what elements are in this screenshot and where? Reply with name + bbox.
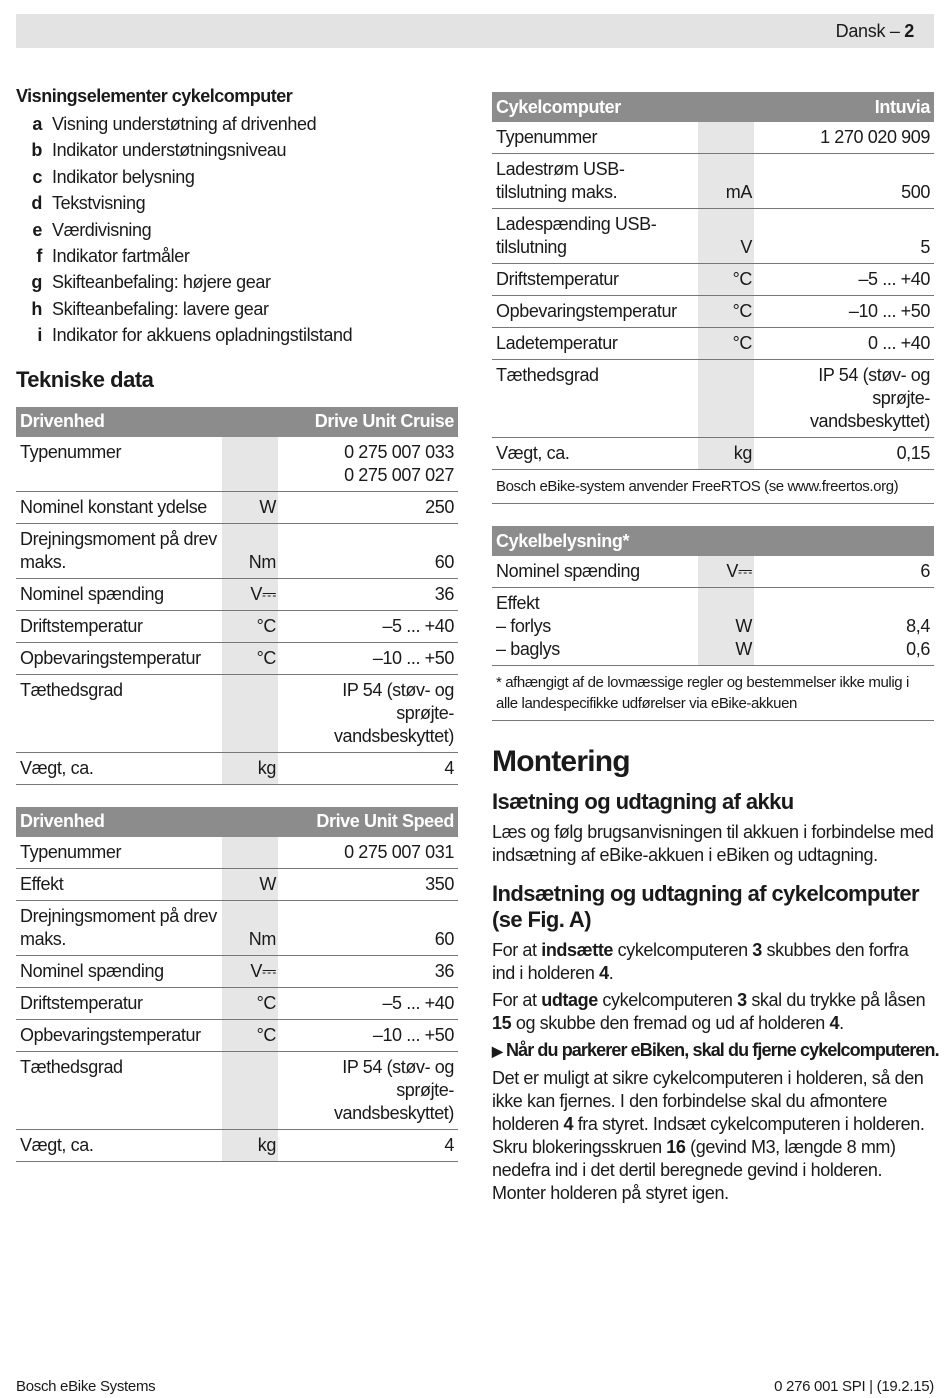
row-label: Drejningsmoment på drev maks. [16,900,222,955]
item-text: Indikator belysning [52,166,195,187]
row-label: Tæthedsgrad [492,360,698,438]
row-unit: V⎓ [222,955,278,987]
header-dash: – [885,21,905,41]
row-value: 0 ... +40 [754,328,934,360]
list-item [16,296,458,322]
row-unit: kg [222,1129,278,1161]
row-unit: V⎓ [222,578,278,610]
effekt-label: Effekt [496,593,540,613]
row-unit [698,588,754,666]
page-header-bar [16,14,934,48]
row-unit: W [222,491,278,523]
item-letter: b [31,140,42,161]
warning-text: Når du parkerer eBiken, skal du fjerne cykelcomputeren. [505,1040,939,1060]
row-unit: °C [222,610,278,642]
row-label: Nominel spænding [16,955,222,987]
item-text: Indikator for akkuens opladningstilstand [52,325,353,346]
list-item [16,164,458,190]
footer-right: 0 276 001 SPI | (19.2.15) [774,1378,934,1395]
row-unit [698,122,754,154]
row-unit: °C [222,1019,278,1051]
table-row [16,1019,458,1051]
table-note-row [492,666,934,721]
effekt-item-value: 8,4 [906,616,930,636]
list-item [16,137,458,163]
effekt-item-label: – forlys [496,616,551,636]
row-value: 1 270 020 909 [754,122,934,154]
row-label: Nominel spænding [16,578,222,610]
item-letter: c [32,166,42,187]
item-text: Visning understøtning af drivenhed [52,114,317,134]
row-value: 350 [278,868,458,900]
table-row [16,868,458,900]
table-row [492,588,934,666]
table-note: Bosch eBike-system anvender FreeRTOS (se www.freertos.org) [492,470,934,504]
row-label: Vægt, ca. [492,438,698,470]
item-text: Indikator understøtningsniveau [52,140,287,161]
row-unit: Nm [222,900,278,955]
row-unit [698,360,754,438]
table-row [492,328,934,360]
table-row [492,209,934,264]
table-row [16,1051,458,1129]
row-value: 0 275 007 033 0 275 007 027 [278,437,458,492]
row-label: Driftstemperatur [16,987,222,1019]
lock-paragraph: Det er muligt at sikre cykelcomputeren i holderen, så den ikke kan fjernes. I den forbindelse skal du afmontere holderen 4 fra styret. Indsæt cykelcomputeren i holderen. Skru blokeringsskruen 16 (gevind M3, længde 8 mm) nedefra ind i det dertil beregnede gevind i holderen. Monter holderen på styret igen. [492,1068,925,1203]
table-row [492,556,934,588]
tech-data-title: Tekniske data [16,366,154,392]
row-value: 4 [278,752,458,784]
row-value: 250 [278,491,458,523]
row-unit [222,674,278,752]
row-unit: Nm [222,523,278,578]
row-label: Ladetemperatur [492,328,698,360]
row-value: –5 ... +40 [278,987,458,1019]
effekt-item-label: – baglys [496,639,560,659]
warning-line [492,1039,939,1063]
elements-heading: Visningselementer cykelcomputer [16,86,293,106]
row-value: –5 ... +40 [754,264,934,296]
row-value: 6 [754,556,934,588]
warning-arrow-icon: ▶ [492,1043,502,1059]
row-unit [222,1051,278,1129]
table-note-row [492,470,934,504]
table-row [492,122,934,154]
akku-paragraph: Læs og følg brugsanvisningen til akkuen i forbindelse med indsætning af eBike-akkuen i eBiken og udtagning. [492,822,934,865]
table-row [492,296,934,328]
table-row [492,154,934,209]
list-item [16,217,458,243]
table-row [492,360,934,438]
table-head-left: Cykelbelysning* [492,526,934,556]
table-row [16,837,458,869]
table-row [16,987,458,1019]
item-text: Værdivisning [52,219,152,240]
row-label: Driftstemperatur [16,610,222,642]
row-label: Ladestrøm USB- tilslutning maks. [492,154,698,209]
item-text: Skifteanbefaling: lavere gear [52,298,269,319]
row-label: Nominel konstant ydelse [16,491,222,523]
item-letter: i [37,325,42,346]
table-row [16,578,458,610]
table-row [16,523,458,578]
akku-heading: Isætning og udtagning af akku [492,789,794,814]
montering-title: Montering [492,745,630,778]
row-value: 500 [754,154,934,209]
list-item [16,190,458,216]
row-value: 36 [278,955,458,987]
row-value: 4 [278,1129,458,1161]
row-label: Opbevaringstemperatur [492,296,698,328]
row-label: Effekt [16,868,222,900]
row-value: –10 ... +50 [278,642,458,674]
table-row [16,955,458,987]
row-value: –5 ... +40 [278,610,458,642]
table-row [492,264,934,296]
row-label [492,588,698,666]
table-cykelbelysning [492,526,934,721]
item-letter: g [31,272,42,293]
item-letter: e [32,219,42,240]
row-unit: °C [698,264,754,296]
table-row [16,610,458,642]
left-column [16,86,458,1184]
effekt-item-unit: W [735,639,752,659]
row-label: Drejningsmoment på drev maks. [16,523,222,578]
item-letter: a [32,114,42,134]
row-value: IP 54 (støv- og sprøjte- vandsbeskyttet) [278,1051,458,1129]
row-label: Typenummer [16,437,222,492]
item-text: Indikator fartmåler [52,246,190,267]
table-row [492,438,934,470]
row-value: 36 [278,578,458,610]
table-row [16,491,458,523]
table-head-right: Drive Unit Speed [278,807,458,837]
remove-paragraph: For at udtage cykelcomputeren 3 skal du trykke på låsen 15 og skubbe den fremad og ud af holderen 4. [492,990,926,1033]
row-value: –10 ... +50 [278,1019,458,1051]
row-label: Opbevaringstemperatur [16,642,222,674]
row-label: Driftstemperatur [492,264,698,296]
row-unit: kg [222,752,278,784]
list-item [16,322,458,348]
row-label: Vægt, ca. [16,1129,222,1161]
row-label: Tæthedsgrad [16,674,222,752]
row-value: 60 [278,900,458,955]
item-letter: d [31,193,42,214]
row-value [754,588,934,666]
row-unit: °C [222,987,278,1019]
row-value: 5 [754,209,934,264]
row-label: Ladespænding USB- tilslutning [492,209,698,264]
row-value: IP 54 (støv- og sprøjte- vandsbeskyttet) [754,360,934,438]
row-unit: kg [698,438,754,470]
item-text: Tekstvisning [52,193,146,214]
effekt-item-value: 0,6 [906,639,930,659]
table-cykelcomputer [492,92,934,504]
row-value: 0 275 007 031 [278,837,458,869]
elements-list [16,111,458,349]
table-head-left: Cykelcomputer [492,92,754,122]
table-row [16,642,458,674]
row-unit: V⎓ [698,556,754,588]
row-unit: V [698,209,754,264]
row-unit: °C [222,642,278,674]
row-value: 0,15 [754,438,934,470]
table-head-right: Drive Unit Cruise [278,407,458,437]
table-row [16,437,458,492]
page-number: 2 [904,21,914,41]
item-letter: f [36,246,42,267]
table-note: * afhængigt af de lovmæssige regler og bestemmelser ikke mulig i alle landespecifikke udførelser via eBike-akkuen [492,666,934,721]
table-row [16,1129,458,1161]
table-row [16,752,458,784]
row-value: –10 ... +50 [754,296,934,328]
row-unit: mA [698,154,754,209]
page-header [836,21,914,42]
row-label: Typenummer [492,122,698,154]
row-value: IP 54 (støv- og sprøjte- vandsbeskyttet) [278,674,458,752]
table-head-left: Drivenhed [16,407,278,437]
table-drive-unit-cruise [16,407,458,785]
row-label: Tæthedsgrad [16,1051,222,1129]
item-text: Skifteanbefaling: højere gear [52,272,271,293]
row-unit: °C [698,328,754,360]
list-item [16,269,458,295]
insert-paragraph: For at indsætte cykelcomputeren 3 skubbes den forfra ind i holderen 4. [492,940,909,983]
row-label: Vægt, ca. [16,752,222,784]
row-unit: °C [698,296,754,328]
effekt-item-unit: W [735,616,752,636]
table-row [16,674,458,752]
header-section: Dansk [835,21,886,41]
item-letter: h [31,298,42,319]
row-unit [222,437,278,492]
row-unit: W [222,868,278,900]
list-item [16,243,458,269]
row-label: Typenummer [16,837,222,869]
table-head-right: Intuvia [754,92,934,122]
footer-left: Bosch eBike Systems [16,1378,156,1395]
row-label: Opbevaringstemperatur [16,1019,222,1051]
list-item [16,111,458,137]
table-row [16,900,458,955]
row-label: Nominel spænding [492,556,698,588]
row-value: 60 [278,523,458,578]
right-column [492,92,939,1209]
row-unit [222,837,278,869]
table-drive-unit-speed [16,807,458,1162]
table-head-left: Drivenhed [16,807,278,837]
computer-heading: Indsætning og udtagning af cykelcomputer (se Fig. A) [492,881,920,932]
